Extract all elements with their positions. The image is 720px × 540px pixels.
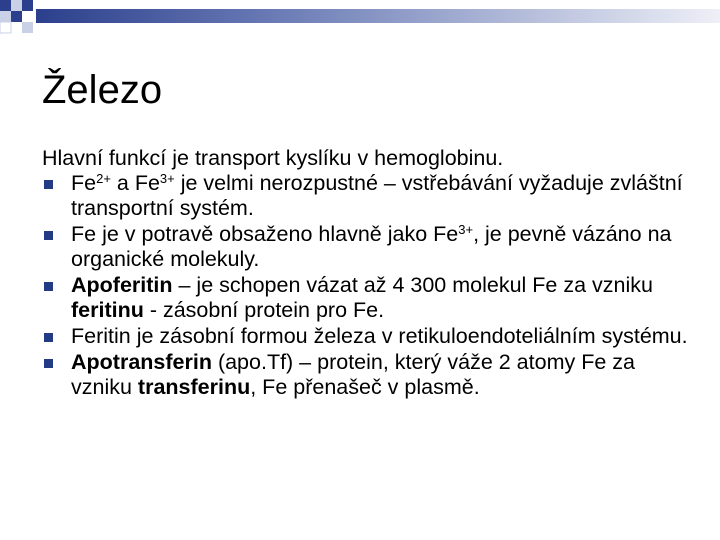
bullet-item <box>42 350 692 400</box>
bullet-text: - zásobní protein pro Fe. <box>143 298 385 322</box>
deco-square-6 <box>0 22 11 33</box>
superscript-text: 2+ <box>96 171 111 186</box>
deco-square-1 <box>0 0 11 11</box>
bullet-text: Fe <box>71 171 97 195</box>
bullet-text: , Fe přenašeč v plasmě. <box>250 375 480 399</box>
bullet-item <box>42 324 692 349</box>
bullet-text: je velmi nerozpustné – vstřebávání vyžaduje zvláštní transportní systém. <box>71 171 683 220</box>
deco-square-5 <box>11 11 22 22</box>
bullet-item <box>42 222 692 272</box>
superscript-text: 3+ <box>458 222 474 237</box>
bullet-text: Fe je v potravě obsaženo hlavně jako Fe <box>71 222 459 246</box>
deco-square-7 <box>22 22 33 33</box>
bold-term: feritinu <box>71 298 144 322</box>
bullet-text: , je pevně vázáno na organické molekuly. <box>71 222 672 271</box>
bullet-square-icon <box>44 180 53 189</box>
slide-title: Železo <box>42 68 163 112</box>
bullet-list <box>42 171 692 400</box>
bullet-square-icon <box>44 359 53 368</box>
bullet-square-icon <box>44 333 53 342</box>
bullet-text: (apo.Tf) – protein, který váže 2 atomy Fe za vzniku <box>71 350 635 399</box>
deco-square-4 <box>0 11 11 22</box>
bullet-item <box>42 171 692 221</box>
superscript-text: 3+ <box>159 171 175 186</box>
deco-square-2 <box>11 0 22 11</box>
bullet-item <box>42 273 692 323</box>
bullet-square-icon <box>44 231 53 240</box>
bold-term: Apotransferin <box>71 350 212 374</box>
bullet-square-icon <box>44 282 53 291</box>
bullet-text: Feritin je zásobní formou železa v retikuloendoteliálním systému. <box>71 324 688 348</box>
bold-term: Apoferitin <box>71 273 173 297</box>
deco-square-3 <box>22 0 33 11</box>
header-decoration <box>0 0 720 40</box>
bold-term: transferinu <box>137 375 251 399</box>
bullet-text: a Fe <box>110 171 160 195</box>
header-gradient-bar <box>36 9 720 23</box>
slide-content <box>42 146 692 401</box>
bullet-text: – je schopen vázat až 4 300 molekul Fe za vzniku <box>172 273 653 297</box>
intro-text: Hlavní funkcí je transport kyslíku v hemoglobinu. <box>42 146 504 170</box>
